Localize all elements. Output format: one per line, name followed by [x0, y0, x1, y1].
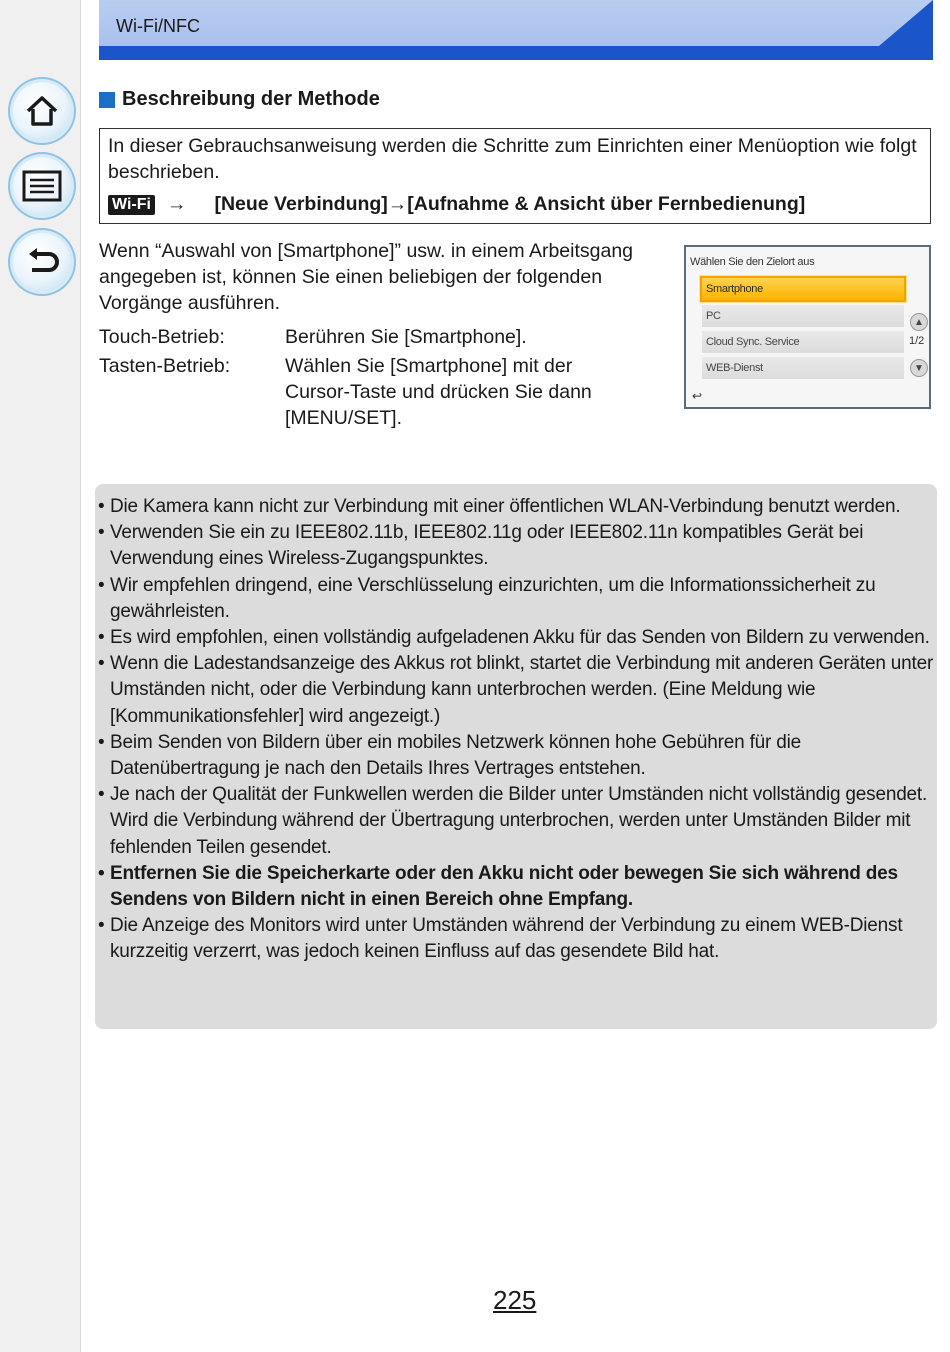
intro-text: Wenn “Auswahl von [Smartphone]” usw. in einem Arbeitsgang angegeben ist, können Sie einen beliebigen der folgenden Vorgänge ausführen.	[99, 240, 634, 314]
wifi-badge: Wi-Fi	[108, 195, 155, 215]
back-button[interactable]	[13, 233, 71, 291]
notes-box	[95, 484, 937, 1029]
scroll-down-icon[interactable]: ▼	[910, 359, 928, 377]
method-description: In dieser Gebrauchsanweisung werden die Schritte zum Einrichten einer Menüoption wie folgt beschrieben.	[108, 135, 917, 183]
back-arrow-icon[interactable]: ↩	[692, 389, 703, 403]
header-title: Wi-Fi/NFC	[116, 16, 200, 36]
note-item: • Wenn die Ladestandsanzeige des Akkus rot blinkt, startet die Verbindung mit anderen Geräten unter Umständen nicht, oder die Verbindung kann unterbrochen werden. (Eine Meldung wie [Kommunikationsfehler] wird angezeigt.)	[98, 651, 934, 730]
section-heading-text: Beschreibung der Methode	[122, 88, 380, 110]
menu-list-icon	[21, 169, 63, 203]
heading-square-icon	[99, 92, 115, 108]
notes-list	[98, 494, 934, 966]
note-item: • Beim Senden von Bildern über ein mobiles Netzwerk können hohe Gebühren für die Datenübertragung je nach den Details Ihres Vertrages entstehen.	[98, 730, 934, 782]
note-item: • Wir empfehlen dringend, eine Verschlüsselung einzurichten, um die Informationssicherheit zu gewährleisten.	[98, 573, 934, 625]
scroll-up-icon[interactable]: ▲	[910, 313, 928, 331]
note-item: • Je nach der Qualität der Funkwellen werden die Bilder unter Umständen nicht vollständig gesendet. Wird die Verbindung während der Übertragung unterbrochen, werden unter Umständen Bilder mit fehlenden Teilen gesendet.	[98, 782, 934, 861]
note-item: • Die Anzeige des Monitors wird unter Umständen während der Verbindung zu einem WEB-Dienst kurzzeitig verzerrt, was jedoch keinen Einfluss auf das gesendete Bild hat.	[98, 913, 934, 965]
camera-item-web-dienst[interactable]: WEB-Dienst	[702, 357, 904, 379]
sidebar	[0, 0, 81, 1352]
note-item-important: • Entfernen Sie die Speicherkarte oder den Akku nicht oder bewegen Sie sich während des Sendens von Bildern nicht in einen Bereich ohne Empfang.	[98, 861, 934, 913]
operation-value: Wählen Sie [Smartphone] mit der Cursor-Taste und drücken Sie dann [MENU/SET].	[285, 355, 592, 429]
header-band	[99, 0, 933, 60]
method-path	[108, 193, 805, 216]
home-button[interactable]	[13, 82, 71, 140]
note-item: • Die Kamera kann nicht zur Verbindung mit einer öffentlichen WLAN-Verbindung benutzt werden.	[98, 494, 934, 520]
section-heading	[99, 88, 380, 111]
page-number: 225	[493, 1285, 537, 1315]
camera-item-smartphone[interactable]: Smartphone	[702, 278, 904, 300]
menu-path-text: [Neue Verbindung]→[Aufnahme & Ansicht über Fernbedienung]	[214, 193, 806, 215]
arrow-icon: →	[166, 193, 187, 215]
camera-page-indicator: 1/2	[909, 335, 925, 347]
operation-label: Tasten-Betrieb:	[99, 355, 231, 377]
camera-screen	[684, 245, 931, 409]
return-arrow-icon	[22, 242, 62, 282]
camera-item-cloud-sync[interactable]: Cloud Sync. Service	[702, 331, 904, 353]
method-box	[99, 128, 931, 224]
menu-button[interactable]	[13, 157, 71, 215]
note-item: • Es wird empfohlen, einen vollständig aufgeladenen Akku für das Senden von Bildern zu verwenden.	[98, 625, 934, 651]
home-icon	[22, 91, 62, 131]
note-item: • Verwenden Sie ein zu IEEE802.11b, IEEE802.11g oder IEEE802.11n kompatibles Gerät bei Verwendung eines Wireless-Zugangspunktes.	[98, 520, 934, 572]
camera-screen-title: Wählen Sie den Zielort aus	[690, 256, 815, 268]
operation-value: Berühren Sie [Smartphone].	[285, 326, 527, 348]
camera-item-pc[interactable]: PC	[702, 305, 904, 327]
operation-label: Touch-Betrieb:	[99, 326, 225, 348]
